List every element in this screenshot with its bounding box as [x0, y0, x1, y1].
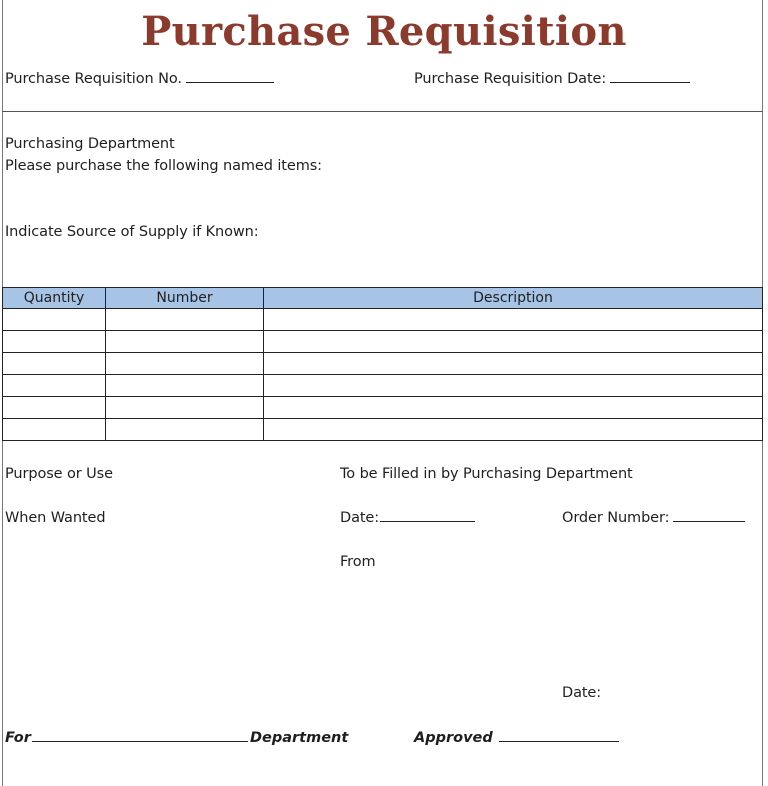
table-row [3, 419, 763, 441]
description-cell[interactable] [264, 331, 763, 353]
instruction-text: Please purchase the following named items: [5, 158, 322, 174]
page-title: Purchase Requisition [141, 8, 627, 55]
number-cell[interactable] [106, 353, 264, 375]
purpose-label: Purpose or Use [5, 466, 113, 482]
req-number-field[interactable] [5, 71, 274, 87]
table-row [3, 309, 763, 331]
description-cell[interactable] [264, 353, 763, 375]
purchasing-date-field[interactable] [340, 510, 475, 526]
number-cell[interactable] [106, 309, 264, 331]
quantity-cell[interactable] [3, 353, 106, 375]
description-cell[interactable] [264, 309, 763, 331]
approved-field[interactable] [414, 730, 619, 746]
purchasing-department-text: Purchasing Department [5, 136, 175, 152]
req-date-line[interactable] [610, 81, 690, 83]
for-line[interactable] [32, 740, 248, 742]
table-row [3, 397, 763, 419]
items-table [2, 287, 763, 441]
req-number-label: Purchase Requisition No. [5, 71, 182, 87]
req-date-label: Purchase Requisition Date: [414, 71, 607, 87]
for-field[interactable] [5, 730, 248, 746]
quantity-cell[interactable] [3, 375, 106, 397]
purchasing-date-line[interactable] [380, 520, 475, 522]
description-cell[interactable] [264, 375, 763, 397]
column-header-description: Description [264, 288, 763, 309]
column-header-quantity: Quantity [3, 288, 106, 309]
source-of-supply-label: Indicate Source of Supply if Known: [5, 224, 259, 240]
number-cell[interactable] [106, 397, 264, 419]
approval-date-label: Date: [562, 685, 602, 701]
table-row [3, 353, 763, 375]
quantity-cell[interactable] [3, 419, 106, 441]
quantity-cell[interactable] [3, 397, 106, 419]
purchasing-date-label: Date: [340, 510, 380, 526]
header-divider [2, 111, 763, 112]
req-date-field[interactable] [414, 71, 690, 87]
approved-line[interactable] [499, 740, 619, 742]
column-header-number: Number [106, 288, 264, 309]
quantity-cell[interactable] [3, 309, 106, 331]
description-cell[interactable] [264, 397, 763, 419]
number-cell[interactable] [106, 331, 264, 353]
department-label: Department [250, 730, 349, 746]
when-wanted-label: When Wanted [5, 510, 106, 526]
items-header-row [3, 288, 763, 309]
approved-label: Approved [414, 730, 493, 746]
number-cell[interactable] [106, 419, 264, 441]
purchasing-section-heading: To be Filled in by Purchasing Department [340, 466, 633, 482]
req-number-line[interactable] [186, 81, 274, 83]
order-number-label: Order Number: [562, 510, 670, 526]
order-number-field[interactable] [562, 510, 745, 526]
quantity-cell[interactable] [3, 331, 106, 353]
for-label: For [5, 730, 31, 746]
description-cell[interactable] [264, 419, 763, 441]
number-cell[interactable] [106, 375, 264, 397]
from-label: From [340, 554, 376, 570]
order-number-line[interactable] [673, 520, 745, 522]
table-row [3, 331, 763, 353]
table-row [3, 375, 763, 397]
